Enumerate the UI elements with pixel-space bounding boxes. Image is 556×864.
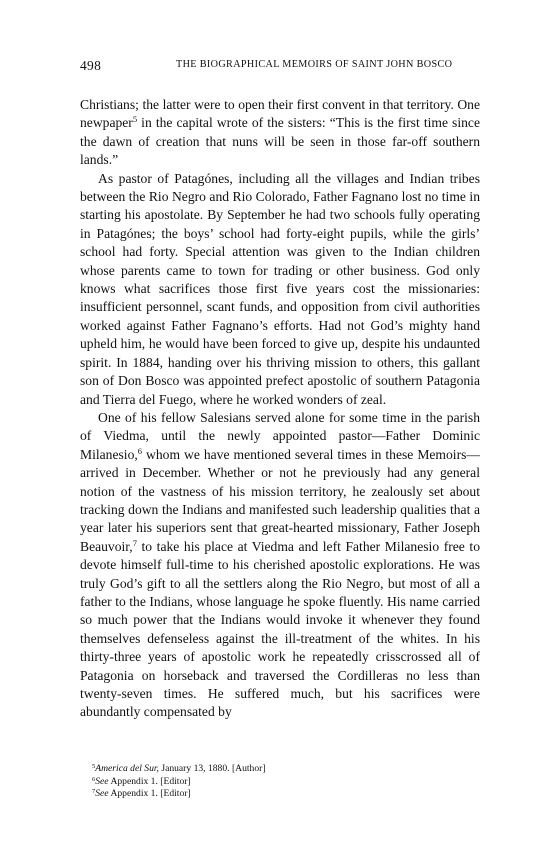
footnote-text: January 13, 1880. [Author] xyxy=(158,763,266,774)
running-title: THE BIOGRAPHICAL MEMOIRS OF SAINT JOHN BOSCO xyxy=(176,59,453,70)
paragraph-text: whom we have mentioned several times in these Memoirs—arrived in December. Whether or not he previously had any general notion of the vastness of his mission territory, he zealously set about tracking down the Indians and manifested such leadership qualities that a year later his superiors sent that great-hearted missionary, Father Joseph Beauvoir, xyxy=(80,446,480,554)
paragraph xyxy=(80,409,480,722)
paragraph-text: One of his fellow Salesians served alone for some time in the parish of Viedma, until the newly appointed pastor—Father Dominic Milanesio, xyxy=(80,409,480,462)
footnote-mark: 6 xyxy=(92,775,96,783)
body-text xyxy=(80,96,480,722)
footnote-italic: America del Sur, xyxy=(95,763,159,774)
running-head xyxy=(80,58,480,74)
footnote-italic: See xyxy=(95,788,109,800)
footnote-ref[interactable]: 5 xyxy=(132,114,138,125)
footnote-italic: See xyxy=(95,775,109,787)
footnotes xyxy=(80,763,480,801)
paragraph-text: in the capital wrote of the sisters: “This is the first time since the dawn of creation that nuns will be seen in those far-off southern lands.” xyxy=(80,115,480,168)
footnote-mark: 7 xyxy=(92,788,96,796)
footnote-text: Appendix 1. [Editor] xyxy=(108,788,191,800)
footnote-ref[interactable]: 6 xyxy=(137,445,143,456)
footnote-ref[interactable]: 7 xyxy=(132,537,137,548)
footnote-mark: 5 xyxy=(92,763,96,770)
footnote xyxy=(92,788,480,801)
paragraph xyxy=(80,96,480,170)
paragraph-text: to take his place at Viedma and left Father Milanesio free to devote himself full-time to his cherished apostolic explorations. He was truly God’s gift to all the settlers along the Rio Negro, but most of all a father to the Indians, whose language he spoke fluently. His name carried so much power that the Indians would invoke it whenever they found themselves defenseless against the ill-treatment of the whites. In his thirty-three years of apostolic work he repeatedly crisscrossed all of Patagonia on horseback and traversed the Cordilleras no less than twenty-seven times. He suffered much, but his sacrifices were abundantly compensated by xyxy=(80,538,480,720)
footnote-text: Appendix 1. [Editor] xyxy=(108,775,191,787)
footnote xyxy=(92,763,480,776)
paragraph-text: As pastor of Patagónes, including all the villages and Indian tribes between the Rio Negro and Rio Colorado, Father Fagnano lost no time in starting his apostolate. By September he had two schools fully operating in Patagónes; the boys’ school had forty-eight pupils, while the girls’ school had forty. Special attention was given to the Indian children whose parents came to town for trading or other business. God only knows what sacrifices those first five years cost the missionaries: insufficient personnel, scant funds, and opposition from civil authorities worked against Father Fagnano’s efforts. Had not God’s mighty hand upheld him, he would have been forced to give up, despite his undaunted spirit. In 1884, handing over his thriving mission to others, this gallant son of Don Bosco was appointed prefect apostolic of southern Patagonia and Tierra del Fuego, where he worked wonders of zeal. xyxy=(80,170,480,407)
paragraph xyxy=(80,170,480,409)
paragraph-text: Christians; the latter were to open their first convent in that territory. One newpaper xyxy=(80,97,480,131)
footnote xyxy=(92,776,480,789)
page-number: 498 xyxy=(80,58,102,73)
